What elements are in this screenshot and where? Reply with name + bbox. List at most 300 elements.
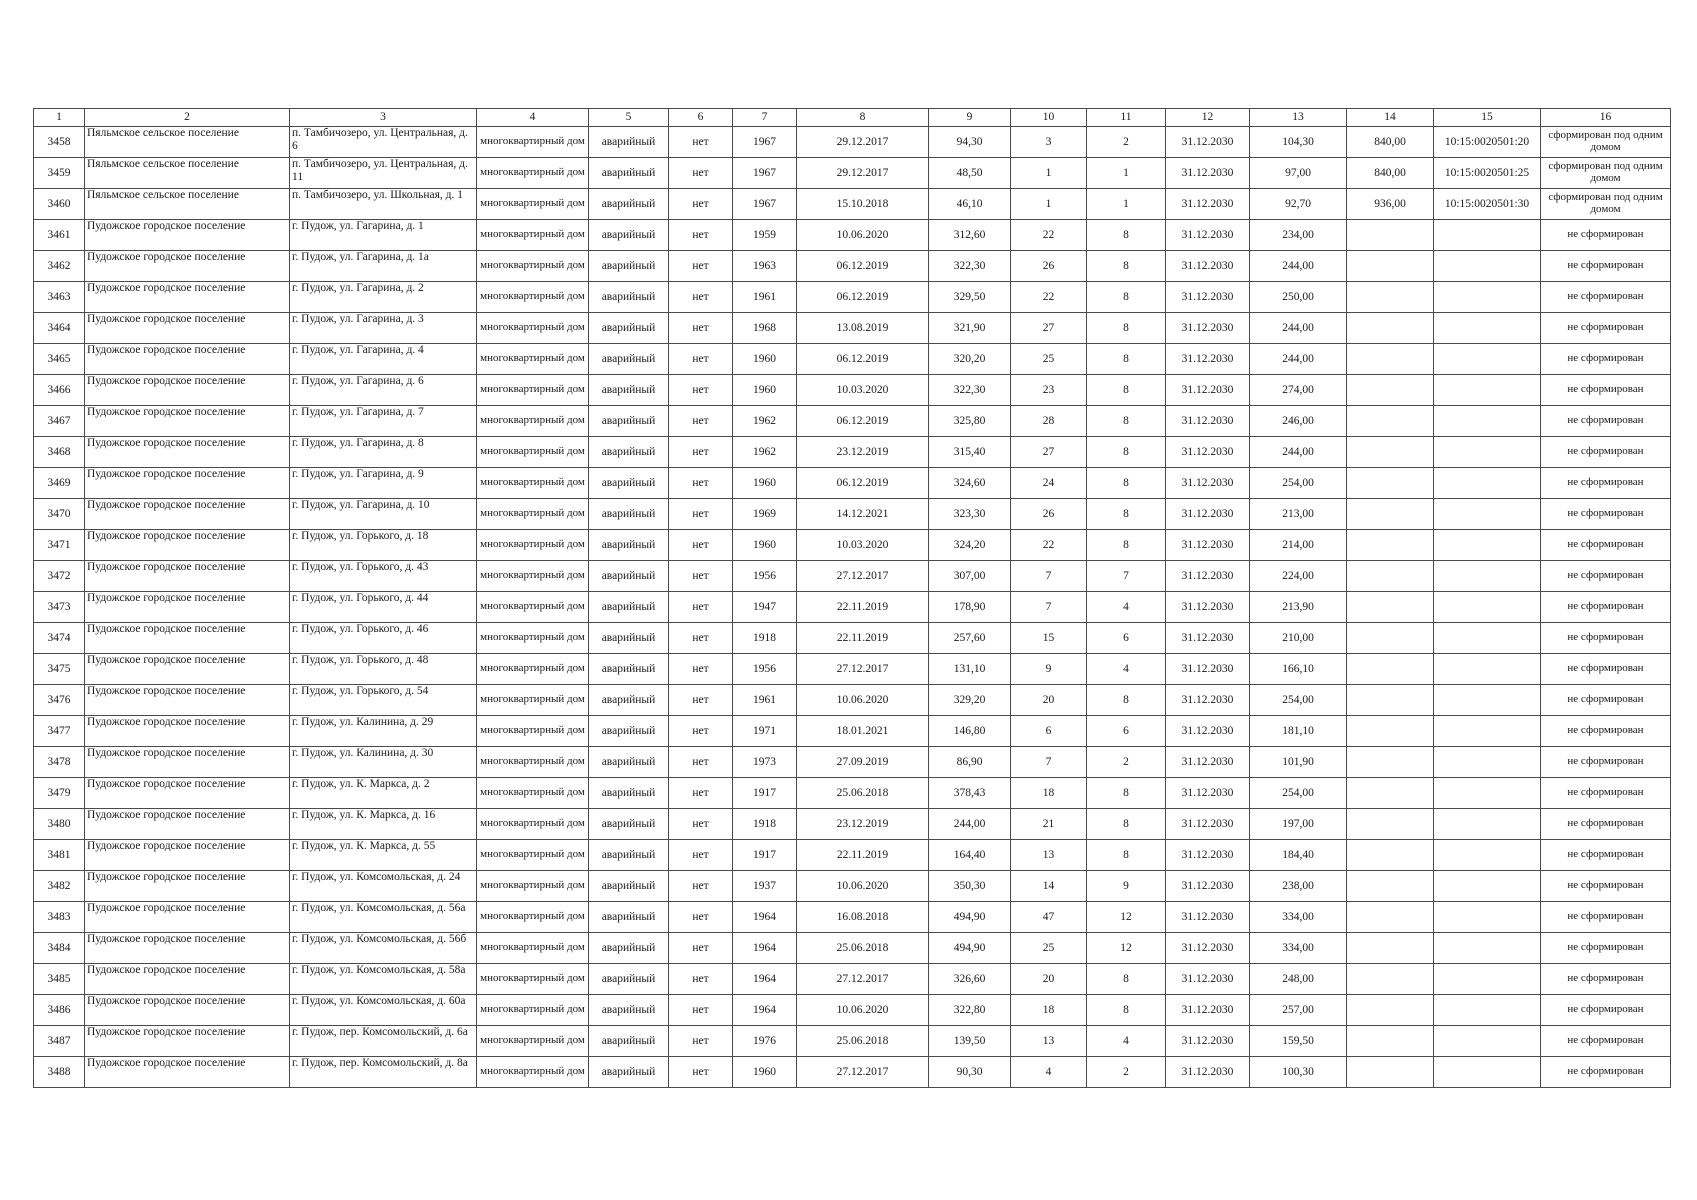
planned-area-cell: 246,00 xyxy=(1250,406,1347,437)
table-row xyxy=(34,344,1671,375)
flag-status-cell: нет xyxy=(669,995,733,1026)
planned-area-cell: 250,00 xyxy=(1250,282,1347,313)
apartments-count-cell: 8 xyxy=(1087,840,1166,871)
land-plot-status-cell: не сформирован xyxy=(1541,654,1671,685)
deadline-date-cell: 31.12.2030 xyxy=(1166,654,1250,685)
apartments-count-cell: 2 xyxy=(1087,1057,1166,1088)
deadline-date-cell: 31.12.2030 xyxy=(1166,561,1250,592)
building-type-cell: многоквартирный дом xyxy=(477,468,589,499)
address-cell: г. Пудож, ул. Гагарина, д. 1а xyxy=(290,251,477,282)
settlement-name-cell: Пудожское городское поселение xyxy=(85,995,290,1026)
building-type-cell: многоквартирный дом xyxy=(477,933,589,964)
flag-status-cell: нет xyxy=(669,778,733,809)
flag-status-cell: нет xyxy=(669,313,733,344)
land-area-cell xyxy=(1347,592,1434,623)
table-row xyxy=(34,902,1671,933)
apartments-count-cell: 8 xyxy=(1087,964,1166,995)
planned-area-cell: 254,00 xyxy=(1250,778,1347,809)
area-cell: 312,60 xyxy=(929,220,1011,251)
planned-area-cell: 159,50 xyxy=(1250,1026,1347,1057)
apartments-count-cell: 4 xyxy=(1087,1026,1166,1057)
cadastral-number-cell xyxy=(1434,964,1541,995)
settlement-name-cell: Пудожское городское поселение xyxy=(85,313,290,344)
apartments-count-cell: 12 xyxy=(1087,902,1166,933)
row-number-cell: 3472 xyxy=(34,561,85,592)
condition-status-cell: аварийный xyxy=(589,344,669,375)
apartments-count-cell: 2 xyxy=(1087,127,1166,158)
table-row xyxy=(34,716,1671,747)
planned-area-cell: 274,00 xyxy=(1250,375,1347,406)
flag-status-cell: нет xyxy=(669,623,733,654)
recognition-date-cell: 16.08.2018 xyxy=(797,902,929,933)
planned-area-cell: 104,30 xyxy=(1250,127,1347,158)
cadastral-number-cell xyxy=(1434,902,1541,933)
planned-area-cell: 197,00 xyxy=(1250,809,1347,840)
condition-status-cell: аварийный xyxy=(589,313,669,344)
area-cell: 178,90 xyxy=(929,592,1011,623)
year-built-cell: 1937 xyxy=(733,871,797,902)
building-type-cell: многоквартирный дом xyxy=(477,313,589,344)
cadastral-number-cell xyxy=(1434,778,1541,809)
flag-status-cell: нет xyxy=(669,1026,733,1057)
recognition-date-cell: 06.12.2019 xyxy=(797,251,929,282)
building-type-cell: многоквартирный дом xyxy=(477,375,589,406)
settlement-name-cell: Пудожское городское поселение xyxy=(85,251,290,282)
area-cell: 329,20 xyxy=(929,685,1011,716)
year-built-cell: 1969 xyxy=(733,499,797,530)
cadastral-number-cell xyxy=(1434,561,1541,592)
recognition-date-cell: 23.12.2019 xyxy=(797,437,929,468)
planned-area-cell: 334,00 xyxy=(1250,902,1347,933)
land-area-cell xyxy=(1347,468,1434,499)
row-number-cell: 3486 xyxy=(34,995,85,1026)
condition-status-cell: аварийный xyxy=(589,995,669,1026)
year-built-cell: 1968 xyxy=(733,313,797,344)
building-type-cell: многоквартирный дом xyxy=(477,654,589,685)
land-area-cell xyxy=(1347,809,1434,840)
land-plot-status-cell: не сформирован xyxy=(1541,561,1671,592)
row-number-cell: 3477 xyxy=(34,716,85,747)
settlement-name-cell: Пяльмское сельское поселение xyxy=(85,127,290,158)
land-plot-status-cell: не сформирован xyxy=(1541,406,1671,437)
apartments-count-cell: 8 xyxy=(1087,220,1166,251)
deadline-date-cell: 31.12.2030 xyxy=(1166,313,1250,344)
column-number-16: 16 xyxy=(1541,109,1671,127)
area-cell: 244,00 xyxy=(929,809,1011,840)
cadastral-number-cell xyxy=(1434,468,1541,499)
apartments-count-cell: 8 xyxy=(1087,344,1166,375)
land-area-cell xyxy=(1347,530,1434,561)
land-area-cell xyxy=(1347,654,1434,685)
area-cell: 164,40 xyxy=(929,840,1011,871)
deadline-date-cell: 31.12.2030 xyxy=(1166,840,1250,871)
condition-status-cell: аварийный xyxy=(589,685,669,716)
area-cell: 323,30 xyxy=(929,499,1011,530)
area-cell: 86,90 xyxy=(929,747,1011,778)
deadline-date-cell: 31.12.2030 xyxy=(1166,530,1250,561)
cadastral-number-cell xyxy=(1434,716,1541,747)
table-row xyxy=(34,220,1671,251)
planned-area-cell: 244,00 xyxy=(1250,344,1347,375)
building-type-cell: многоквартирный дом xyxy=(477,685,589,716)
residents-count-cell: 7 xyxy=(1011,592,1087,623)
table-row xyxy=(34,375,1671,406)
land-plot-status-cell: не сформирован xyxy=(1541,716,1671,747)
planned-area-cell: 224,00 xyxy=(1250,561,1347,592)
year-built-cell: 1961 xyxy=(733,282,797,313)
year-built-cell: 1918 xyxy=(733,623,797,654)
condition-status-cell: аварийный xyxy=(589,1026,669,1057)
settlement-name-cell: Пудожское городское поселение xyxy=(85,840,290,871)
building-type-cell: многоквартирный дом xyxy=(477,437,589,468)
planned-area-cell: 214,00 xyxy=(1250,530,1347,561)
deadline-date-cell: 31.12.2030 xyxy=(1166,809,1250,840)
apartments-count-cell: 8 xyxy=(1087,778,1166,809)
row-number-cell: 3466 xyxy=(34,375,85,406)
area-cell: 350,30 xyxy=(929,871,1011,902)
address-cell: п. Тамбичозеро, ул. Центральная, д. 11 xyxy=(290,158,477,189)
planned-area-cell: 101,90 xyxy=(1250,747,1347,778)
row-number-cell: 3462 xyxy=(34,251,85,282)
column-number-11: 11 xyxy=(1087,109,1166,127)
column-number-6: 6 xyxy=(669,109,733,127)
deadline-date-cell: 31.12.2030 xyxy=(1166,592,1250,623)
year-built-cell: 1947 xyxy=(733,592,797,623)
settlement-name-cell: Пудожское городское поселение xyxy=(85,592,290,623)
land-area-cell xyxy=(1347,840,1434,871)
address-cell: г. Пудож, ул. К. Маркса, д. 16 xyxy=(290,809,477,840)
deadline-date-cell: 31.12.2030 xyxy=(1166,468,1250,499)
address-cell: г. Пудож, ул. Горького, д. 46 xyxy=(290,623,477,654)
address-cell: г. Пудож, ул. Комсомольская, д. 56б xyxy=(290,933,477,964)
table-row xyxy=(34,468,1671,499)
area-cell: 48,50 xyxy=(929,158,1011,189)
deadline-date-cell: 31.12.2030 xyxy=(1166,406,1250,437)
building-type-cell: многоквартирный дом xyxy=(477,251,589,282)
address-cell: п. Тамбичозеро, ул. Школьная, д. 1 xyxy=(290,189,477,220)
settlement-name-cell: Пудожское городское поселение xyxy=(85,902,290,933)
cadastral-number-cell xyxy=(1434,933,1541,964)
area-cell: 494,90 xyxy=(929,933,1011,964)
planned-area-cell: 244,00 xyxy=(1250,313,1347,344)
recognition-date-cell: 06.12.2019 xyxy=(797,344,929,375)
area-cell: 324,20 xyxy=(929,530,1011,561)
planned-area-cell: 254,00 xyxy=(1250,468,1347,499)
area-cell: 325,80 xyxy=(929,406,1011,437)
condition-status-cell: аварийный xyxy=(589,623,669,654)
year-built-cell: 1960 xyxy=(733,375,797,406)
land-plot-status-cell: сформирован под одним домом xyxy=(1541,158,1671,189)
table-row xyxy=(34,747,1671,778)
land-area-cell: 840,00 xyxy=(1347,127,1434,158)
area-cell: 94,30 xyxy=(929,127,1011,158)
settlement-name-cell: Пудожское городское поселение xyxy=(85,964,290,995)
column-number-8: 8 xyxy=(797,109,929,127)
land-plot-status-cell: не сформирован xyxy=(1541,251,1671,282)
header-row xyxy=(34,109,1671,127)
land-plot-status-cell: не сформирован xyxy=(1541,437,1671,468)
building-type-cell: многоквартирный дом xyxy=(477,344,589,375)
settlement-name-cell: Пудожское городское поселение xyxy=(85,282,290,313)
apartments-count-cell: 8 xyxy=(1087,809,1166,840)
land-area-cell: 840,00 xyxy=(1347,158,1434,189)
residents-count-cell: 6 xyxy=(1011,716,1087,747)
residents-count-cell: 9 xyxy=(1011,654,1087,685)
settlement-name-cell: Пудожское городское поселение xyxy=(85,623,290,654)
land-plot-status-cell: не сформирован xyxy=(1541,282,1671,313)
year-built-cell: 1959 xyxy=(733,220,797,251)
planned-area-cell: 213,90 xyxy=(1250,592,1347,623)
row-number-cell: 3459 xyxy=(34,158,85,189)
settlement-name-cell: Пяльмское сельское поселение xyxy=(85,158,290,189)
flag-status-cell: нет xyxy=(669,158,733,189)
table-row xyxy=(34,623,1671,654)
settlement-name-cell: Пудожское городское поселение xyxy=(85,685,290,716)
settlement-name-cell: Пудожское городское поселение xyxy=(85,344,290,375)
address-cell: г. Пудож, ул. К. Маркса, д. 2 xyxy=(290,778,477,809)
area-cell: 315,40 xyxy=(929,437,1011,468)
residents-count-cell: 4 xyxy=(1011,1057,1087,1088)
settlement-name-cell: Пудожское городское поселение xyxy=(85,530,290,561)
row-number-cell: 3483 xyxy=(34,902,85,933)
year-built-cell: 1964 xyxy=(733,902,797,933)
flag-status-cell: нет xyxy=(669,809,733,840)
building-type-cell: многоквартирный дом xyxy=(477,499,589,530)
area-cell: 322,30 xyxy=(929,375,1011,406)
year-built-cell: 1918 xyxy=(733,809,797,840)
cadastral-number-cell xyxy=(1434,1057,1541,1088)
cadastral-number-cell xyxy=(1434,840,1541,871)
address-cell: г. Пудож, ул. Гагарина, д. 6 xyxy=(290,375,477,406)
cadastral-number-cell xyxy=(1434,313,1541,344)
area-cell: 307,00 xyxy=(929,561,1011,592)
column-number-2: 2 xyxy=(85,109,290,127)
condition-status-cell: аварийный xyxy=(589,747,669,778)
address-cell: п. Тамбичозеро, ул. Центральная, д. 6 xyxy=(290,127,477,158)
recognition-date-cell: 29.12.2017 xyxy=(797,158,929,189)
cadastral-number-cell xyxy=(1434,375,1541,406)
recognition-date-cell: 22.11.2019 xyxy=(797,840,929,871)
flag-status-cell: нет xyxy=(669,840,733,871)
land-area-cell xyxy=(1347,282,1434,313)
table-row xyxy=(34,592,1671,623)
condition-status-cell: аварийный xyxy=(589,654,669,685)
residents-count-cell: 1 xyxy=(1011,189,1087,220)
land-area-cell xyxy=(1347,313,1434,344)
apartments-count-cell: 8 xyxy=(1087,995,1166,1026)
building-type-cell: многоквартирный дом xyxy=(477,1026,589,1057)
building-type-cell: многоквартирный дом xyxy=(477,778,589,809)
area-cell: 494,90 xyxy=(929,902,1011,933)
table-row xyxy=(34,530,1671,561)
condition-status-cell: аварийный xyxy=(589,902,669,933)
year-built-cell: 1960 xyxy=(733,468,797,499)
cadastral-number-cell: 10:15:0020501:25 xyxy=(1434,158,1541,189)
settlement-name-cell: Пудожское городское поселение xyxy=(85,716,290,747)
column-number-3: 3 xyxy=(290,109,477,127)
settlement-name-cell: Пудожское городское поселение xyxy=(85,654,290,685)
area-cell: 322,80 xyxy=(929,995,1011,1026)
area-cell: 378,43 xyxy=(929,778,1011,809)
flag-status-cell: нет xyxy=(669,964,733,995)
column-number-13: 13 xyxy=(1250,109,1347,127)
deadline-date-cell: 31.12.2030 xyxy=(1166,158,1250,189)
planned-area-cell: 248,00 xyxy=(1250,964,1347,995)
table-row xyxy=(34,313,1671,344)
apartments-count-cell: 8 xyxy=(1087,468,1166,499)
flag-status-cell: нет xyxy=(669,375,733,406)
land-area-cell xyxy=(1347,251,1434,282)
table-row xyxy=(34,964,1671,995)
row-number-cell: 3485 xyxy=(34,964,85,995)
table-row xyxy=(34,127,1671,158)
table-row xyxy=(34,1057,1671,1088)
land-area-cell xyxy=(1347,1026,1434,1057)
table-row xyxy=(34,654,1671,685)
row-number-cell: 3476 xyxy=(34,685,85,716)
land-area-cell xyxy=(1347,561,1434,592)
flag-status-cell: нет xyxy=(669,654,733,685)
condition-status-cell: аварийный xyxy=(589,561,669,592)
apartments-count-cell: 8 xyxy=(1087,499,1166,530)
address-cell: г. Пудож, ул. Горького, д. 54 xyxy=(290,685,477,716)
building-type-cell: многоквартирный дом xyxy=(477,189,589,220)
year-built-cell: 1917 xyxy=(733,778,797,809)
address-cell: г. Пудож, ул. Комсомольская, д. 60а xyxy=(290,995,477,1026)
planned-area-cell: 210,00 xyxy=(1250,623,1347,654)
table-row xyxy=(34,871,1671,902)
flag-status-cell: нет xyxy=(669,468,733,499)
deadline-date-cell: 31.12.2030 xyxy=(1166,716,1250,747)
land-area-cell xyxy=(1347,406,1434,437)
recognition-date-cell: 18.01.2021 xyxy=(797,716,929,747)
building-type-cell: многоквартирный дом xyxy=(477,747,589,778)
year-built-cell: 1967 xyxy=(733,158,797,189)
settlement-name-cell: Пудожское городское поселение xyxy=(85,406,290,437)
cadastral-number-cell xyxy=(1434,592,1541,623)
recognition-date-cell: 22.11.2019 xyxy=(797,623,929,654)
building-type-cell: многоквартирный дом xyxy=(477,995,589,1026)
building-type-cell: многоквартирный дом xyxy=(477,623,589,654)
condition-status-cell: аварийный xyxy=(589,437,669,468)
cadastral-number-cell xyxy=(1434,344,1541,375)
table-row xyxy=(34,251,1671,282)
address-cell: г. Пудож, ул. Гагарина, д. 3 xyxy=(290,313,477,344)
land-area-cell xyxy=(1347,995,1434,1026)
row-number-cell: 3478 xyxy=(34,747,85,778)
condition-status-cell: аварийный xyxy=(589,251,669,282)
flag-status-cell: нет xyxy=(669,499,733,530)
flag-status-cell: нет xyxy=(669,685,733,716)
recognition-date-cell: 29.12.2017 xyxy=(797,127,929,158)
residents-count-cell: 24 xyxy=(1011,468,1087,499)
condition-status-cell: аварийный xyxy=(589,220,669,251)
settlement-name-cell: Пудожское городское поселение xyxy=(85,499,290,530)
apartments-count-cell: 6 xyxy=(1087,716,1166,747)
cadastral-number-cell xyxy=(1434,995,1541,1026)
apartments-count-cell: 8 xyxy=(1087,530,1166,561)
deadline-date-cell: 31.12.2030 xyxy=(1166,964,1250,995)
table-header xyxy=(34,109,1671,127)
cadastral-number-cell xyxy=(1434,685,1541,716)
condition-status-cell: аварийный xyxy=(589,499,669,530)
recognition-date-cell: 23.12.2019 xyxy=(797,809,929,840)
area-cell: 324,60 xyxy=(929,468,1011,499)
row-number-cell: 3463 xyxy=(34,282,85,313)
flag-status-cell: нет xyxy=(669,251,733,282)
deadline-date-cell: 31.12.2030 xyxy=(1166,282,1250,313)
row-number-cell: 3475 xyxy=(34,654,85,685)
area-cell: 329,50 xyxy=(929,282,1011,313)
table-body xyxy=(34,127,1671,1088)
flag-status-cell: нет xyxy=(669,902,733,933)
land-area-cell xyxy=(1347,685,1434,716)
land-area-cell xyxy=(1347,902,1434,933)
building-type-cell: многоквартирный дом xyxy=(477,716,589,747)
row-number-cell: 3467 xyxy=(34,406,85,437)
residents-count-cell: 14 xyxy=(1011,871,1087,902)
land-plot-status-cell: не сформирован xyxy=(1541,871,1671,902)
address-cell: г. Пудож, ул. Гагарина, д. 10 xyxy=(290,499,477,530)
settlement-name-cell: Пудожское городское поселение xyxy=(85,871,290,902)
cadastral-number-cell xyxy=(1434,220,1541,251)
settlement-name-cell: Пудожское городское поселение xyxy=(85,809,290,840)
deadline-date-cell: 31.12.2030 xyxy=(1166,375,1250,406)
address-cell: г. Пудож, ул. Гагарина, д. 9 xyxy=(290,468,477,499)
area-cell: 322,30 xyxy=(929,251,1011,282)
planned-area-cell: 244,00 xyxy=(1250,437,1347,468)
cadastral-number-cell xyxy=(1434,406,1541,437)
planned-area-cell: 92,70 xyxy=(1250,189,1347,220)
year-built-cell: 1960 xyxy=(733,344,797,375)
land-area-cell xyxy=(1347,344,1434,375)
area-cell: 257,60 xyxy=(929,623,1011,654)
row-number-cell: 3460 xyxy=(34,189,85,220)
land-area-cell xyxy=(1347,437,1434,468)
recognition-date-cell: 13.08.2019 xyxy=(797,313,929,344)
year-built-cell: 1967 xyxy=(733,127,797,158)
residents-count-cell: 1 xyxy=(1011,158,1087,189)
apartments-count-cell: 8 xyxy=(1087,437,1166,468)
row-number-cell: 3458 xyxy=(34,127,85,158)
address-cell: г. Пудож, ул. Гагарина, д. 7 xyxy=(290,406,477,437)
land-area-cell xyxy=(1347,933,1434,964)
residents-count-cell: 27 xyxy=(1011,313,1087,344)
condition-status-cell: аварийный xyxy=(589,127,669,158)
deadline-date-cell: 31.12.2030 xyxy=(1166,995,1250,1026)
flag-status-cell: нет xyxy=(669,189,733,220)
table-row xyxy=(34,933,1671,964)
flag-status-cell: нет xyxy=(669,871,733,902)
recognition-date-cell: 10.06.2020 xyxy=(797,995,929,1026)
cadastral-number-cell xyxy=(1434,282,1541,313)
planned-area-cell: 234,00 xyxy=(1250,220,1347,251)
settlement-name-cell: Пудожское городское поселение xyxy=(85,778,290,809)
residents-count-cell: 25 xyxy=(1011,344,1087,375)
land-plot-status-cell: не сформирован xyxy=(1541,933,1671,964)
flag-status-cell: нет xyxy=(669,747,733,778)
flag-status-cell: нет xyxy=(669,1057,733,1088)
year-built-cell: 1962 xyxy=(733,406,797,437)
apartments-count-cell: 8 xyxy=(1087,282,1166,313)
year-built-cell: 1976 xyxy=(733,1026,797,1057)
condition-status-cell: аварийный xyxy=(589,592,669,623)
column-number-12: 12 xyxy=(1166,109,1250,127)
table-row xyxy=(34,809,1671,840)
table-row xyxy=(34,437,1671,468)
cadastral-number-cell xyxy=(1434,499,1541,530)
year-built-cell: 1962 xyxy=(733,437,797,468)
